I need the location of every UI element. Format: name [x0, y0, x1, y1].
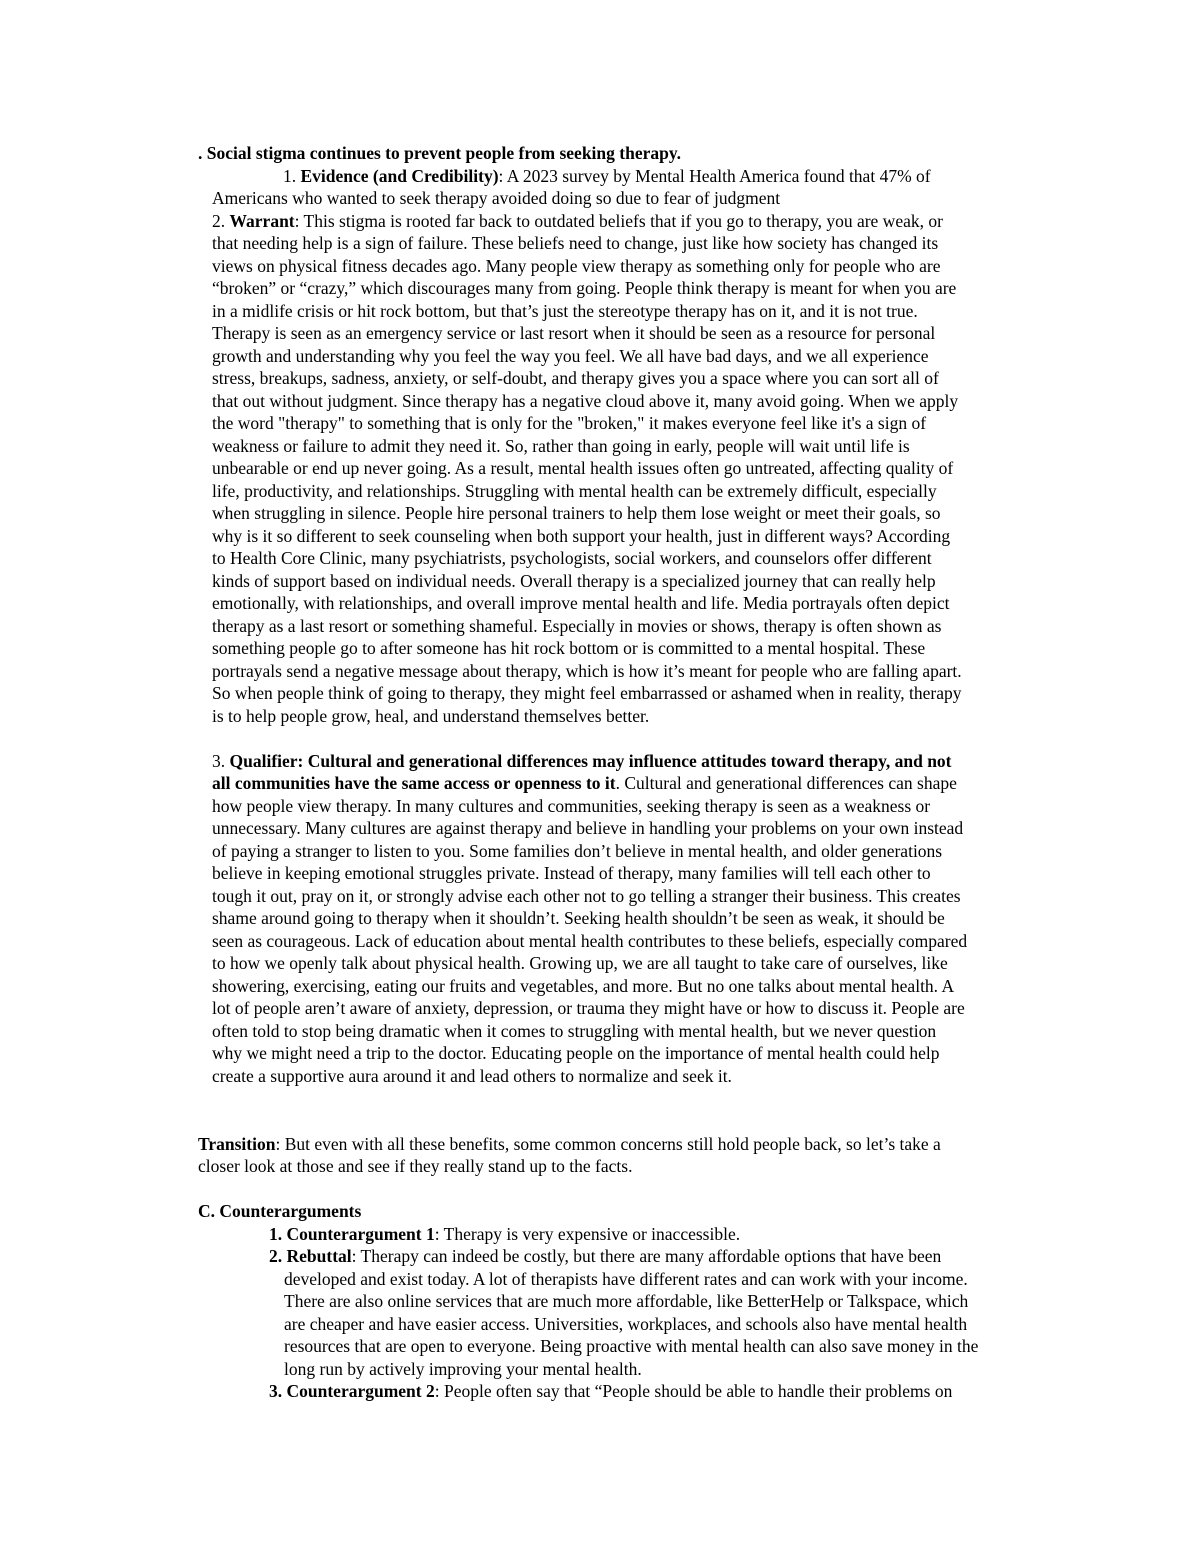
- item-text: resources that are open to everyone. Being proactive with mental health can also save money in the: [284, 1336, 979, 1356]
- warrant-text: kinds of support based on individual needs. Overall therapy is a specialized journey that can really help: [212, 571, 936, 591]
- evidence-line: [283, 165, 931, 187]
- warrant-text: views on physical fitness decades ago. Many people view therapy as something only for people who are: [212, 256, 941, 276]
- evidence-label: Evidence (and Credibility): [300, 166, 499, 186]
- evidence-text: Americans who wanted to seek therapy avoided doing so due to fear of judgment: [212, 188, 781, 208]
- section-heading: . Social stigma continues to prevent people from seeking therapy.: [198, 143, 682, 163]
- warrant-number: 2.: [212, 211, 230, 231]
- item-text: are cheaper and have easier access. Universities, workplaces, and schools also have mental health: [284, 1314, 968, 1334]
- qualifier-text: unnecessary. Many cultures are against therapy and believe in handling your problems on your own instead: [212, 818, 964, 838]
- qualifier-text: of paying a stranger to listen to you. Some families don’t believe in mental health, and older generations: [212, 841, 943, 861]
- warrant-line: [212, 210, 943, 232]
- qualifier-text: shame around going to therapy when it shouldn’t. Seeking health shouldn’t be seen as weak, it should be: [212, 908, 945, 928]
- warrant-text: portrayals send a negative message about therapy, which is how it’s meant for people who are falling apart.: [212, 661, 962, 681]
- warrant-text: why is it so different to seek counseling when both support your health, just in different ways? According: [212, 526, 951, 546]
- item-text: : People often say that “People should be able to handle their problems on: [434, 1381, 953, 1401]
- item-label: Rebuttal: [286, 1246, 352, 1266]
- qualifier-line: [212, 750, 952, 772]
- transition-line: [198, 1133, 941, 1155]
- warrant-text: is to help people grow, heal, and understand themselves better.: [212, 706, 650, 726]
- warrant-label: Warrant: [229, 211, 295, 231]
- qualifier-label: all communities have the same access or openness to it: [212, 773, 616, 793]
- item-text: : Therapy can indeed be costly, but there are many affordable options that have been: [351, 1246, 942, 1266]
- warrant-text: stress, breakups, sadness, anxiety, or self-doubt, and therapy gives you a space where you can sort all of: [212, 368, 939, 388]
- warrant-text: unbearable or end up never going. As a result, mental health issues often go untreated, affecting quality of: [212, 458, 954, 478]
- qualifier-text: tough it out, pray on it, or strongly advise each other not to go telling a stranger their business. This creates: [212, 886, 961, 906]
- item-text: developed and exist today. A lot of therapists have different rates and can work with your income.: [284, 1269, 968, 1289]
- counterarguments-heading: C. Counterarguments: [198, 1201, 362, 1221]
- warrant-text: emotionally, with relationships, and overall improve mental health and life. Media portrayals often depict: [212, 593, 950, 613]
- qualifier-text: create a supportive aura around it and lead others to normalize and seek it.: [212, 1066, 732, 1086]
- evidence-number: 1.: [283, 166, 301, 186]
- warrant-text: life, productivity, and relationships. Struggling with mental health can be extremely difficult, especially: [212, 481, 937, 501]
- qualifier-text: lot of people aren’t aware of anxiety, depression, or trauma they might have or how to discuss it. People are: [212, 998, 965, 1018]
- qualifier-text: often told to stop being dramatic when it comes to struggling with mental health, but we never question: [212, 1021, 937, 1041]
- item-label: Counterargument 2: [286, 1381, 435, 1401]
- warrant-text: the word "therapy" to something that is only for the "broken," it makes everyone feel like it's a sign of: [212, 413, 927, 433]
- qualifier-number: 3.: [212, 751, 230, 771]
- qualifier-label: Qualifier: Cultural and generational differences may influence attitudes toward therapy, and not: [229, 751, 952, 771]
- item-text: There are also online services that are much more affordable, like BetterHelp or Talkspace, which: [284, 1291, 969, 1311]
- warrant-text: when struggling in silence. People hire personal trainers to help them lose weight or meet their goals, so: [212, 503, 941, 523]
- transition-label: Transition: [198, 1134, 276, 1154]
- item-text: : Therapy is very expensive or inaccessible.: [434, 1224, 741, 1244]
- qualifier-text: . Cultural and generational differences can shape: [615, 773, 957, 793]
- warrant-text: to Health Core Clinic, many psychiatrists, psychologists, social workers, and counselors offer different: [212, 548, 932, 568]
- item-number: 3.: [269, 1381, 287, 1401]
- item-text: long run by actively improving your mental health.: [284, 1359, 642, 1379]
- warrant-text: growth and understanding why you feel the way you feel. We all have bad days, and we all experience: [212, 346, 929, 366]
- qualifier-text: seen as courageous. Lack of education about mental health contributes to these beliefs, especially compared: [212, 931, 968, 951]
- warrant-text: in a midlife crisis or hit rock bottom, but that’s just the stereotype therapy has on it, and it is not true.: [212, 301, 918, 321]
- rebuttal-item: [269, 1245, 941, 1267]
- evidence-text: : A 2023 survey by Mental Health America found that 47% of: [498, 166, 931, 186]
- warrant-text: therapy as a last resort or something shameful. Especially in movies or shows, therapy is often shown as: [212, 616, 942, 636]
- counterargument-item: [269, 1380, 952, 1402]
- warrant-text: Therapy is seen as an emergency service or last resort when it should be seen as a resource for personal: [212, 323, 936, 343]
- qualifier-text: showering, exercising, eating our fruits and vegetables, and more. But no one talks about mental health. A: [212, 976, 955, 996]
- qualifier-line: [212, 772, 957, 794]
- item-label: Counterargument 1: [286, 1224, 435, 1244]
- item-number: 2.: [269, 1246, 287, 1266]
- qualifier-text: why we might need a trip to the doctor. Educating people on the importance of mental health could help: [212, 1043, 940, 1063]
- item-number: 1.: [269, 1224, 287, 1244]
- counterargument-item: [269, 1223, 740, 1245]
- qualifier-text: believe in keeping emotional struggles private. Instead of therapy, many families will tell each other to: [212, 863, 931, 883]
- warrant-text: that needing help is a sign of failure. These beliefs need to change, just like how society has changed its: [212, 233, 939, 253]
- transition-text: closer look at those and see if they really stand up to the facts.: [198, 1156, 633, 1176]
- warrant-text: weakness or failure to admit they need it. So, rather than going in early, people will wait until life is: [212, 436, 910, 456]
- warrant-text: : This stigma is rooted far back to outdated beliefs that if you go to therapy, you are weak, or: [294, 211, 943, 231]
- qualifier-text: how people view therapy. In many cultures and communities, seeking therapy is seen as a weakness or: [212, 796, 931, 816]
- warrant-text: something people go to after someone has hit rock bottom or is committed to a mental hospital. These: [212, 638, 926, 658]
- warrant-text: that out without judgment. Since therapy has a negative cloud above it, many avoid going. When we apply: [212, 391, 959, 411]
- transition-text: : But even with all these benefits, some common concerns still hold people back, so let’s take a: [275, 1134, 941, 1154]
- qualifier-text: to how we openly talk about physical health. Growing up, we are all taught to take care of ourselves, like: [212, 953, 948, 973]
- warrant-text: So when people think of going to therapy, they might feel embarrassed or ashamed when in reality, therapy: [212, 683, 962, 703]
- warrant-text: “broken” or “crazy,” which discourages many from going. People think therapy is meant for when you are: [212, 278, 957, 298]
